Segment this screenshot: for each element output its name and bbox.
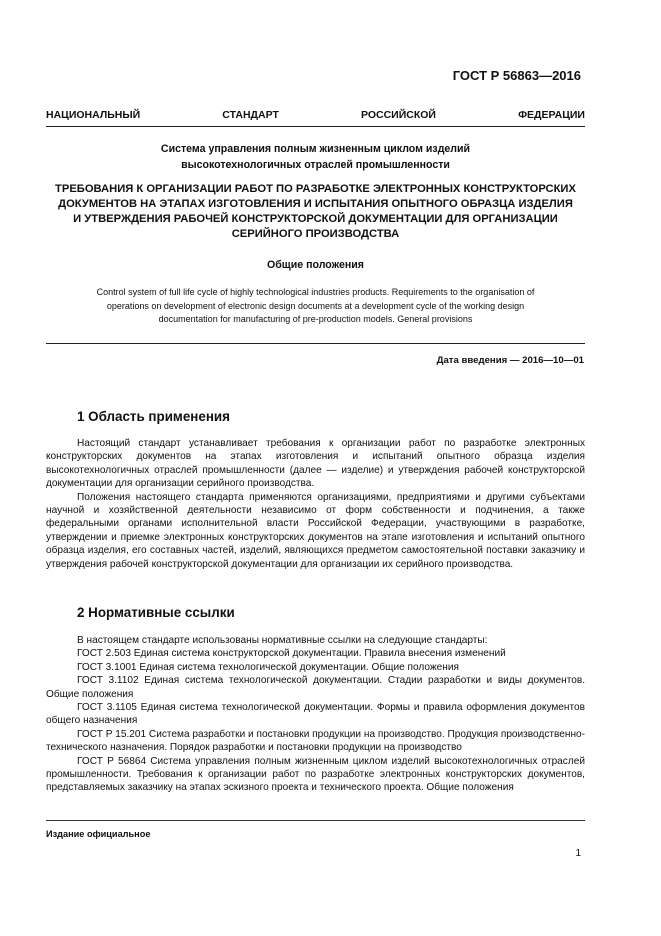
reference-item: ГОСТ 2.503 Единая система конструкторской документации. Правила внесения изменений — [77, 648, 506, 660]
introduction-date: Дата введения — 2016—10—01 — [436, 355, 584, 366]
standard-title — [46, 182, 585, 242]
subtitle-line: высокотехнологичных отраслей промышленности — [181, 159, 450, 171]
top-divider — [46, 126, 585, 127]
banner-word: ФЕДЕРАЦИИ — [518, 109, 585, 121]
official-edition-label: Издание официальное — [46, 829, 151, 839]
english-line: operations on development of electronic design documents at a development cycle of the working design — [106, 300, 525, 311]
banner-word: РОССИЙСКОЙ — [360, 109, 436, 121]
section-1-body — [46, 437, 585, 571]
english-line: documentation for manufacturing of pre-production models. General provisions — [158, 314, 473, 324]
section-2-body — [46, 634, 585, 795]
paragraph: Положения настоящего стандарта применяются организациями, предприятиями и другими субъектами научной и хозяйственной деятельности независимо от форм собственности и подчинения, а также федеральными органами исполнительной власти Российской Федерации, участвующими в разработке, утверждении и приемке электронных конструкторских документов на этапе изготовления и испытаний опытного образца изделия, его составных частей, изделий, являющихся предметом самостоятельной поставки заказчику и утверждения рабочей конструкторской документации для организации их серийного производства. — [46, 491, 585, 570]
title-line: И УТВЕРЖДЕНИЯ РАБОЧЕЙ КОНСТРУКТОРСКОЙ ДОКУМЕНТАЦИИ ДЛЯ ОРГАНИЗАЦИИ — [73, 213, 558, 225]
title-line: СЕРИЙНОГО ПРОИЗВОДСТВА — [231, 228, 400, 240]
reference-item: ГОСТ Р 15.201 Система разработки и постановки продукции на производство. Продукция производственно-технического назначения. Порядок разработки и постановки продукции на производство — [46, 728, 585, 754]
title-line: ДОКУМЕНТОВ НА ЭТАПАХ ИЗГОТОВЛЕНИЯ И ИСПЫТАНИЯ ОПЫТНОГО ОБРАЗЦА ИЗДЕЛИЯ — [58, 198, 573, 210]
national-standard-banner — [46, 109, 585, 121]
general-provisions-label: Общие положения — [267, 259, 364, 271]
document-number: ГОСТ Р 56863—2016 — [452, 68, 581, 83]
reference-item: ГОСТ Р 56864 Система управления полным жизненным циклом изделий высокотехнологичных отраслей промышленности. Требования к организации работ по разработке электронных конструкторских документов, представляемых заказчику на этапах эскизного проекта и технического проекта. Общие положения — [46, 755, 585, 794]
paragraph: В настоящем стандарте использованы нормативные ссылки на следующие стандарты: — [77, 635, 488, 646]
title-line: ТРЕБОВАНИЯ К ОРГАНИЗАЦИИ РАБОТ ПО РАЗРАБОТКЕ ЭЛЕКТРОННЫХ КОНСТРУКТОРСКИХ — [55, 183, 576, 195]
page-number: 1 — [575, 848, 581, 859]
reference-item: ГОСТ 3.1105 Единая система технологической документации. Формы и правила оформления документов общего назначения — [46, 702, 585, 727]
banner-word: НАЦИОНАЛЬНЫЙ — [46, 109, 141, 121]
section-1-heading: 1 Область применения — [77, 409, 230, 424]
reference-item: ГОСТ 3.1102 Единая система технологической документации. Стадии разработки и виды документов. Общие положения — [46, 675, 585, 700]
middle-divider — [46, 343, 585, 344]
footer-divider — [46, 820, 585, 821]
english-line: Control system of full life cycle of highly technological industries products. Requirements to the organisation of — [96, 287, 535, 297]
banner-word: СТАНДАРТ — [222, 109, 279, 121]
section-2-heading: 2 Нормативные ссылки — [77, 605, 235, 620]
standard-subtitle — [46, 141, 585, 173]
reference-item: ГОСТ 3.1001 Единая система технологической документации. Общие положения — [77, 661, 459, 673]
english-title — [46, 286, 585, 327]
subtitle-line: Система управления полным жизненным циклом изделий — [160, 143, 471, 155]
paragraph: Настоящий стандарт устанавливает требования к организации работ по разработке электронных конструкторских документов на этапах изготовления и испытаний опытного образца изделия высокотехнологичных отраслей промышленности (далее — изделие) и утверждения рабочей конструкторской документации для организации серийного производства. — [46, 438, 585, 490]
